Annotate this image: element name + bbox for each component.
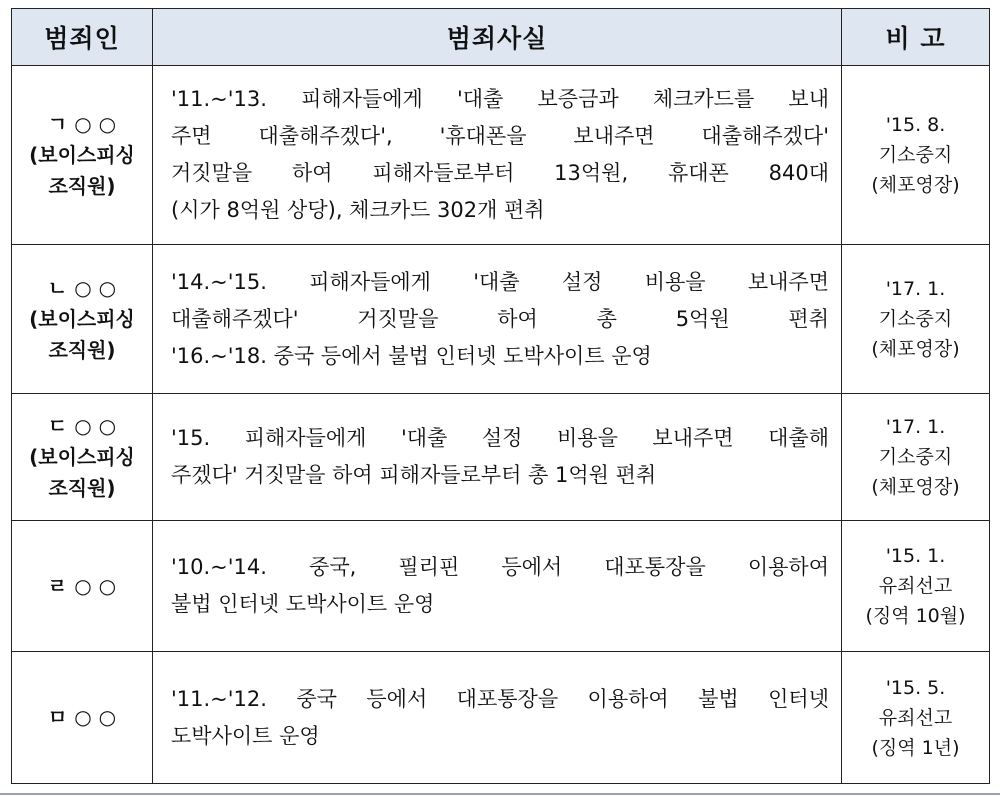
offender-cell bbox=[12, 652, 153, 784]
criminal-facts-line: '14.~'15. 피해자들에게 '대출 설정 비용을 보내주면 bbox=[171, 269, 829, 294]
remarks-line: (체포영장) bbox=[871, 338, 960, 360]
remarks-cell bbox=[842, 66, 990, 245]
remarks-line: 유죄선고 bbox=[878, 706, 953, 729]
offender-cell bbox=[12, 66, 153, 245]
remarks-line: (체포영장) bbox=[871, 476, 960, 498]
remarks-cell bbox=[842, 521, 990, 652]
criminal-facts-cell bbox=[153, 521, 842, 652]
offender-name-line: 조직원) bbox=[48, 173, 116, 198]
criminal-facts-line: 주겠다' 거짓말을 하여 피해자들로부터 총 1억원 편취 bbox=[171, 463, 657, 487]
remarks-line: 기소중지 bbox=[878, 308, 953, 330]
offender-name-line: ㄱ ○ ○ bbox=[47, 111, 117, 136]
criminal-facts-line: '11.~'13. 피해자들에게 '대출 보증금과 체크카드를 보내 bbox=[171, 87, 829, 111]
remarks-line: (징역 1년) bbox=[871, 736, 960, 759]
table-body bbox=[12, 66, 990, 784]
bottom-divider bbox=[0, 793, 1000, 795]
criminal-facts-line: '10.~'14. 중국, 필리핀 등에서 대포통장을 이용하여 bbox=[171, 555, 829, 579]
remarks-line: '17. 1. bbox=[885, 416, 946, 438]
criminal-facts-line: '15. 피해자들에게 '대출 설정 비용을 보내주면 대출해 bbox=[171, 426, 829, 450]
offender-name-line: ㄹ ○ ○ bbox=[47, 573, 117, 598]
remarks-line: (징역 10월) bbox=[865, 605, 966, 627]
remarks-line: '17. 1. bbox=[885, 278, 946, 300]
table-row bbox=[12, 245, 990, 394]
remarks-line: 유죄선고 bbox=[878, 575, 953, 597]
criminal-facts-line: 거짓말을 하여 피해자들로부터 13억원, 휴대폰 840대 bbox=[171, 161, 829, 185]
offender-cell bbox=[12, 521, 153, 652]
criminal-facts-line: 도박사이트 운영 bbox=[171, 723, 320, 748]
offender-name-line: (보이스피싱 bbox=[29, 306, 135, 331]
offender-name-line: ㅁ ○ ○ bbox=[47, 705, 117, 729]
table-row bbox=[12, 652, 990, 784]
offender-name-line: 조직원) bbox=[48, 475, 116, 500]
offender-name-line: 조직원) bbox=[48, 337, 116, 362]
header-offender: 범죄인 bbox=[12, 9, 153, 66]
criminal-facts-cell bbox=[153, 652, 842, 784]
offender-cell bbox=[12, 394, 153, 521]
criminal-facts-line: '16.~'18. 중국 등에서 불법 인터넷 도박사이트 운영 bbox=[171, 343, 652, 368]
criminal-records-table bbox=[11, 8, 990, 784]
remarks-cell bbox=[842, 652, 990, 784]
remarks-line: 기소중지 bbox=[878, 144, 953, 166]
offender-name-line: (보이스피싱 bbox=[29, 444, 135, 469]
criminal-facts-line: '11.~'12. 중국 등에서 대포통장을 이용하여 불법 인터넷 bbox=[171, 686, 829, 711]
criminal-facts-line: (시가 8억원 상당), 체크카드 302개 편취 bbox=[171, 198, 545, 222]
criminal-facts-cell bbox=[153, 245, 842, 394]
offender-name-line: ㄷ ○ ○ bbox=[47, 413, 117, 438]
remarks-line: '15. 8. bbox=[885, 114, 946, 136]
remarks-line: '15. 1. bbox=[885, 545, 946, 567]
remarks-cell bbox=[842, 245, 990, 394]
remarks-cell bbox=[842, 394, 990, 521]
criminal-facts-cell bbox=[153, 394, 842, 521]
criminal-facts-line: 대출해주겠다' 거짓말을 하여 총 5억원 편취 bbox=[171, 306, 829, 331]
table-row bbox=[12, 66, 990, 245]
table-header-row bbox=[12, 9, 990, 66]
offender-name-line: ㄴ ○ ○ bbox=[47, 275, 117, 300]
header-remarks: 비 고 bbox=[842, 9, 990, 66]
criminal-facts-line: 불법 인터넷 도박사이트 운영 bbox=[171, 592, 435, 616]
offender-name-line: (보이스피싱 bbox=[29, 142, 135, 167]
remarks-line: (체포영장) bbox=[871, 174, 960, 196]
remarks-line: '15. 5. bbox=[885, 676, 946, 699]
offender-cell bbox=[12, 245, 153, 394]
header-criminal-facts: 범죄사실 bbox=[153, 9, 842, 66]
table-row bbox=[12, 521, 990, 652]
remarks-line: 기소중지 bbox=[878, 446, 953, 468]
table-row bbox=[12, 394, 990, 521]
criminal-facts-cell bbox=[153, 66, 842, 245]
criminal-facts-line: 주면 대출해주겠다', '휴대폰을 보내주면 대출해주겠다' bbox=[171, 124, 829, 148]
